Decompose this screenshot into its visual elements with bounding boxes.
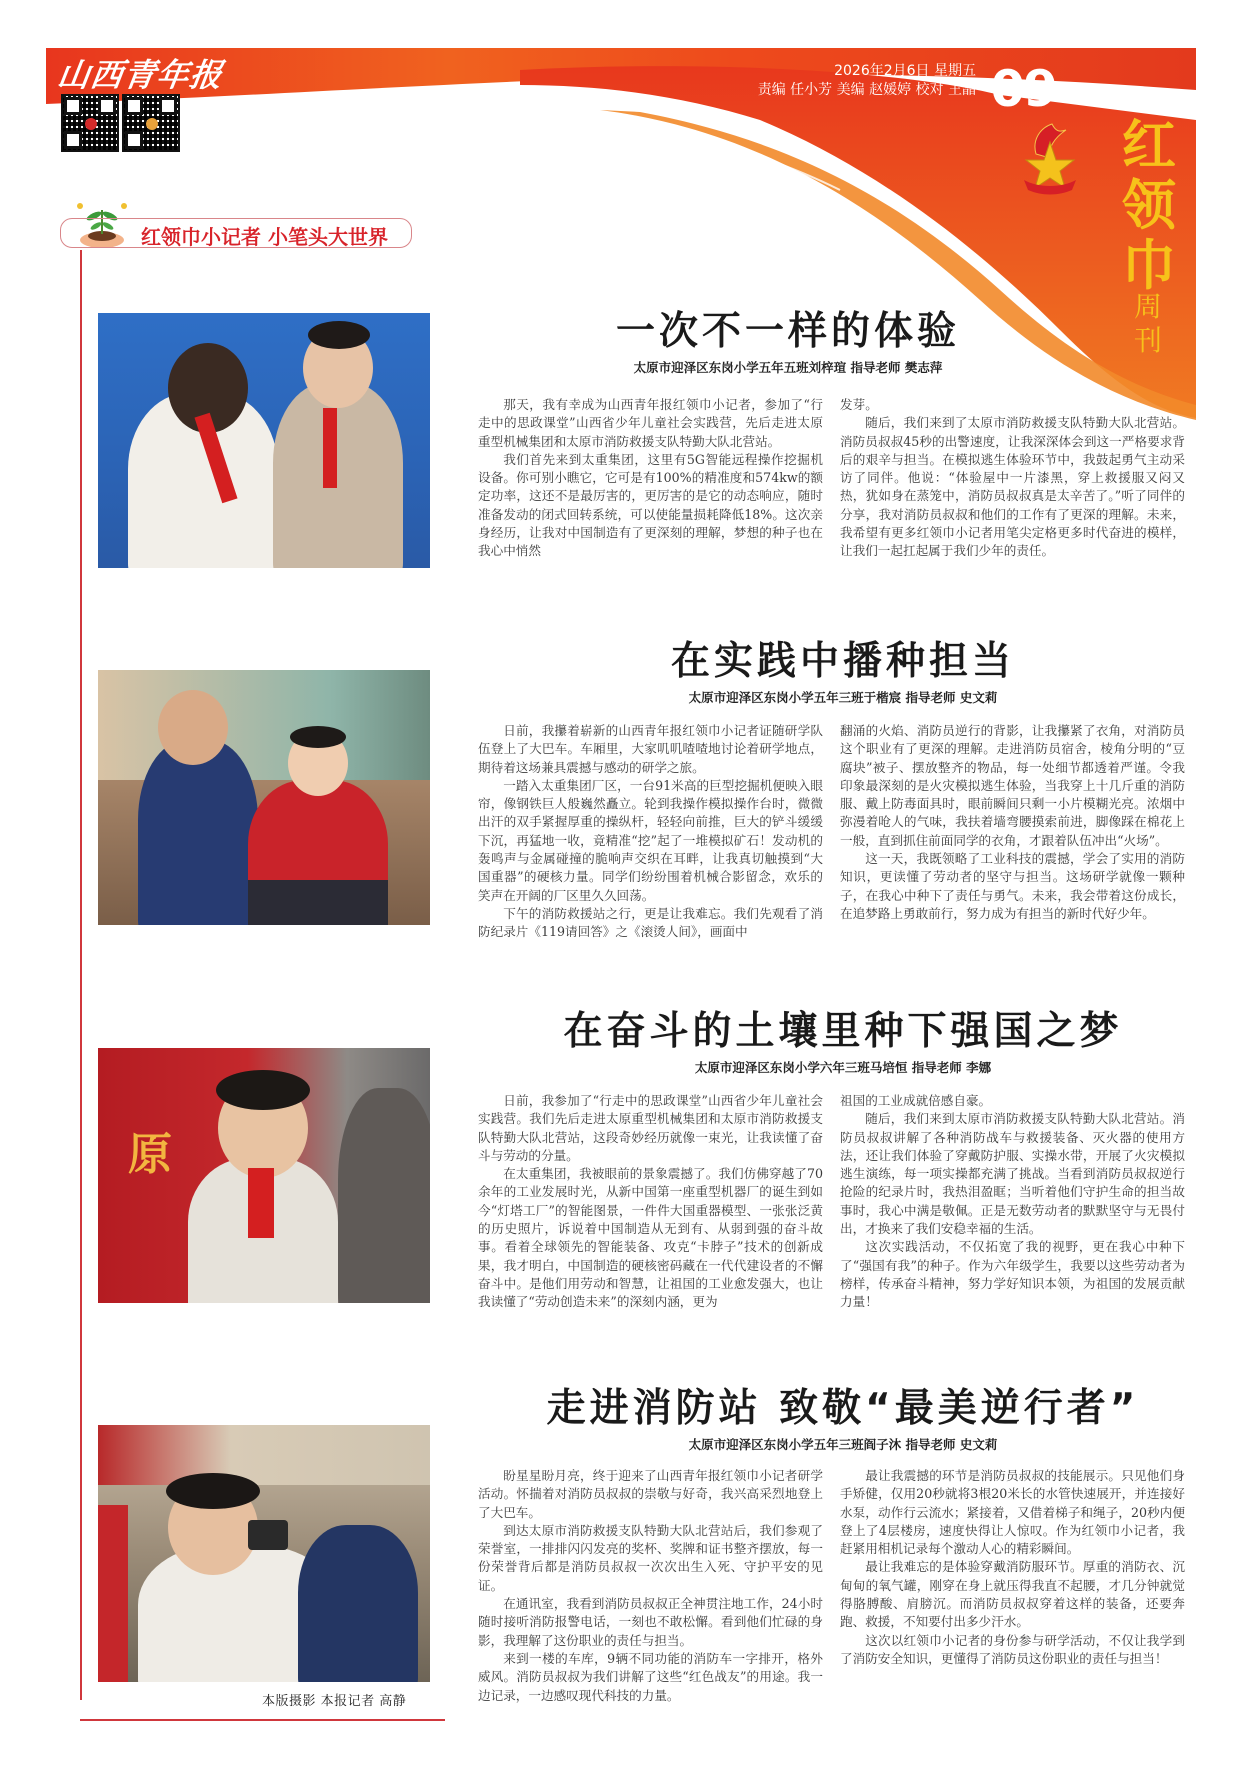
paragraph: 来到一楼的车库，9辆不同功能的消防车一字排开，格外威风。消防员叔叔为我们讲解了这些“红色战友”的用途。我一边记录，一边感叹现代科技的力量。: [478, 1650, 823, 1703]
paragraph: 到达太原市消防救援支队特勤大队北营站后，我们参观了荣誉室，一排排闪闪发亮的奖杯、奖牌和证书整齐摆放，每一份荣誉背后都是消防员叔叔一次次出生入死、守护平安的见证。: [478, 1522, 823, 1593]
paragraph-continuation: 发芽。: [840, 397, 878, 412]
section-subtitle-vertical: 周 刊: [1133, 290, 1162, 357]
qr-code-icon[interactable]: [61, 94, 119, 152]
article-column-right: [840, 1092, 1185, 1312]
paragraph: 盼星星盼月亮，终于迎来了山西青年报红领巾小记者研学活动。怀揣着对消防员叔叔的崇敬与好奇，我兴高采烈地登上了大巴车。: [478, 1468, 823, 1520]
paragraph: 日前，我攥着崭新的山西青年报红领巾小记者证随研学队伍登上了大巴车。车厢里，大家叽叽喳喳地讨论着研学地点，期待着这场兼具震撼与感动的研学之旅。: [478, 723, 823, 775]
column-tag: [60, 218, 412, 248]
young-pioneers-badge-icon: [1010, 118, 1090, 198]
issue-date: 2026年2月6日 星期五: [834, 63, 976, 79]
frame-line-bottom: [80, 1719, 445, 1721]
photo-reporters-taking-notes: [98, 313, 430, 568]
column-tag-label: 红领巾小记者 小笔头大世界: [141, 225, 388, 249]
article-column-left: [478, 1092, 823, 1312]
article-headline: 走进消防站 致敬“最美逆行者”: [546, 1386, 1140, 1431]
frame-line-left: [80, 250, 82, 1700]
paragraph-continuation: 祖国的工业成就倍感自豪。: [840, 1093, 992, 1108]
photo-boy-in-exhibition-hall: 原: [98, 1048, 430, 1303]
paragraph: 我们首先来到太重集团，这里有5G智能远程操作挖掘机设备。你可别小瞧它，它可是有100%的精准度和574kw的额定功率，这还不是最厉害的，更厉害的是它的动态响应，随时准备发动的闭式回转系统，可以使能量损耗降低18%。这次亲身经历，让我对中国制造有了更深刻的理解，梦想的种子也在我心中悄然: [478, 451, 823, 559]
page-number: 09: [990, 60, 1056, 118]
paragraph: 那天，我有幸成为山西青年报红领巾小记者，参加了“行走中的思政课堂”山西省少年儿童社会实践营，先后走进太原重型机械集团和太原市消防救援支队特勤大队北营站。: [478, 397, 823, 449]
paragraph: 日前，我参加了“行走中的思政课堂”山西省少年儿童社会实践营。我们先后走进太原重型机械集团和太原市消防救援支队特勤大队北营站，这段奇妙经历就像一束光，让我读懂了奋斗与劳动的分量。: [478, 1093, 823, 1163]
paragraph: 一踏入太重集团厂区，一台91米高的巨型挖掘机便映入眼帘，像钢铁巨人般巍然矗立。轮到我操作模拟操作台时，微微出汗的双手紧握厚重的操纵杆，轻轻向前推，巨大的铲斗缓缓下沉，再猛地一收，竟精准“挖”起了一堆模拟矿石！发动机的轰鸣声与金属碰撞的脆响声交织在耳畔，让我真切触摸到“大国重器”的硬核力量。同学们纷纷围着机械合影留念，欢乐的笑声在开阔的厂区里久久回荡。: [478, 777, 823, 903]
paragraph: 这次实践活动，不仅拓宽了我的视野，更在我心中种下了“强国有我”的种子。作为六年级学生，我要以这些劳动者为榜样，传承奋斗精神，努力学好知识本领，为祖国的发展贡献力量！: [840, 1239, 1185, 1310]
article-headline: 一次不一样的体验: [615, 309, 960, 354]
article-column-right: [840, 722, 1185, 923]
paragraph: 随后，我们来到太原市消防救援支队特勤大队北营站。消防员叔叔讲解了各种消防战车与救援装备、灭火器的使用方法，还让我们体验了穿戴防护服、实操水带，开展了火灾模拟逃生演练，每一项实操都充满了挑战。当看到消防员叔叔逆行抢险的纪录片时，我热泪盈眶；当听着他们守护生命的担当故事时，我心中满是敬佩。正是无数劳动者的默默坚守与无畏付出，才换来了我们安稳幸福的生活。: [840, 1111, 1185, 1237]
article-byline: 太原市迎泽区东岗小学五年三班阎子沐 指导老师 史文莉: [688, 1437, 998, 1452]
dateline: [758, 62, 976, 100]
paragraph: 在太重集团，我被眼前的景象震撼了。我们仿佛穿越了70余年的工业发展时光，从新中国第一座重型机器厂的诞生到如今“灯塔工厂”的智能图景，一件件大国重器模型、一张张泛黄的历史照片，诉说着中国制造从无到有、从弱到强的奋斗故事。看着全球领先的智能装备、攻克“卡脖子”技术的创新成果，我才明白，中国制造的硬核密码藏在一代代建设者的不懈奋斗中。是他们用劳动和智慧，让祖国的工业愈发强大，也让我读懂了“劳动创造未来”的深刻内涵，更为: [478, 1166, 823, 1310]
paragraph: 最让我难忘的是体验穿戴消防服环节。厚重的消防衣、沉甸甸的氧气罐，刚穿在身上就压得我直不起腰，才几分钟就觉得胳膊酸、肩膀沉。而消防员叔叔穿着这样的装备，还要奔跑、救援，不知要付出多少汗水。: [840, 1559, 1185, 1630]
paragraph: 这一天，我既领略了工业科技的震撼，学会了实用的消防知识，更读懂了劳动者的坚守与担当。这场研学就像一颗种子，在我心中种下了责任与勇气。未来，我会带着这份成长，在追梦路上勇敢前行，努力成为有担当的新时代好少年。: [840, 851, 1185, 921]
photo-firefighter-helping-student: [98, 670, 430, 925]
photo-credit: 本版摄影 本报记者 高静: [262, 1694, 407, 1709]
paragraph: 下午的消防救援站之行，更是让我难忘。我们先观看了消防纪录片《119请回答》之《滚烫人间》，画面中: [478, 905, 823, 940]
article-headline: 在实践中播种担当: [670, 639, 1015, 684]
section-title-vertical: 红 领 巾: [1122, 113, 1176, 297]
article-byline: 太原市迎泽区东岗小学五年五班刘梓瑄 指导老师 樊志萍: [633, 360, 943, 375]
paragraph-continuation: 翻涌的火焰、消防员逆行的背影，让我攥紧了衣角，对消防员这个职业有了更深的理解。走进消防员宿舍，棱角分明的“豆腐块”被子、摆放整齐的物品，每一处细节都透着严谨。令我印象最深刻的是火灾模拟逃生体验，当我穿上十几斤重的消防服、戴上防毒面具时，眼前瞬间只剩一小片模糊光亮。浓烟中弥漫着呛人的气味，我扶着墙弯腰摸索前进，脚像踩在棉花上一般，直到抓住前面同学的衣角，才跟着队伍冲出“火场”。: [840, 723, 1185, 848]
paragraph: 这次以红领巾小记者的身份参与研学活动，不仅让我学到了消防安全知识，更懂得了消防员这份职业的责任与担当！: [840, 1632, 1185, 1666]
article-byline: 太原市迎泽区东岗小学六年三班马培恒 指导老师 李娜: [694, 1060, 992, 1075]
paragraph: 最让我震撼的环节是消防员叔叔的技能展示。只见他们身手矫健，仅用20秒就将3根20米长的水管快速展开，并连接好水泵，动作行云流水；紧接着，又借着梯子和绳子，20秒内便登上了4层楼房，速度快得让人惊叹。作为红领巾小记者，我赶紧用相机记录每个激动人心的精彩瞬间。: [840, 1468, 1185, 1557]
photo-student-with-camera: [98, 1425, 430, 1682]
article-headline: 在奋斗的土壤里种下强国之梦: [563, 1009, 1123, 1054]
article-column-right: [840, 1467, 1185, 1668]
paragraph: 在通讯室，我看到消防员叔叔正全神贯注地工作，24小时随时接听消防报警电话，一刻也不敢松懈。看到他们忙碌的身影，我理解了这份职业的责任与担当。: [478, 1596, 823, 1648]
article-column-left: [478, 1467, 823, 1705]
paragraph: 随后，我们来到了太原市消防救援支队特勤大队北营站。消防员叔叔45秒的出警速度，让我深深体会到这一严格要求背后的艰辛与担当。在模拟逃生体验环节中，我鼓起勇气主动采访了同伴。他说：“体验屋中一片漆黑，穿上救援服又闷又热，犹如身在蒸笼中，消防员叔叔真是太辛苦了。”听了同伴的分享，我对消防员叔叔和他们的工作有了更深的理解。未来，我希望有更多红领巾小记者用笔尖定格更多时代奋进的模样，让我们一起扛起属于我们少年的责任。: [840, 415, 1185, 559]
editor-credits: 责编 任小芳 美编 赵媛婷 校对 王晶: [757, 82, 976, 98]
article-column-left: [478, 396, 823, 561]
newspaper-logo: 山西青年报: [55, 56, 226, 94]
article-column-right: [840, 396, 1185, 561]
article-column-left: [478, 722, 823, 942]
article-byline: 太原市迎泽区东岗小学五年三班于楷宸 指导老师 史文莉: [688, 690, 998, 705]
qr-code-icon[interactable]: [122, 94, 180, 152]
